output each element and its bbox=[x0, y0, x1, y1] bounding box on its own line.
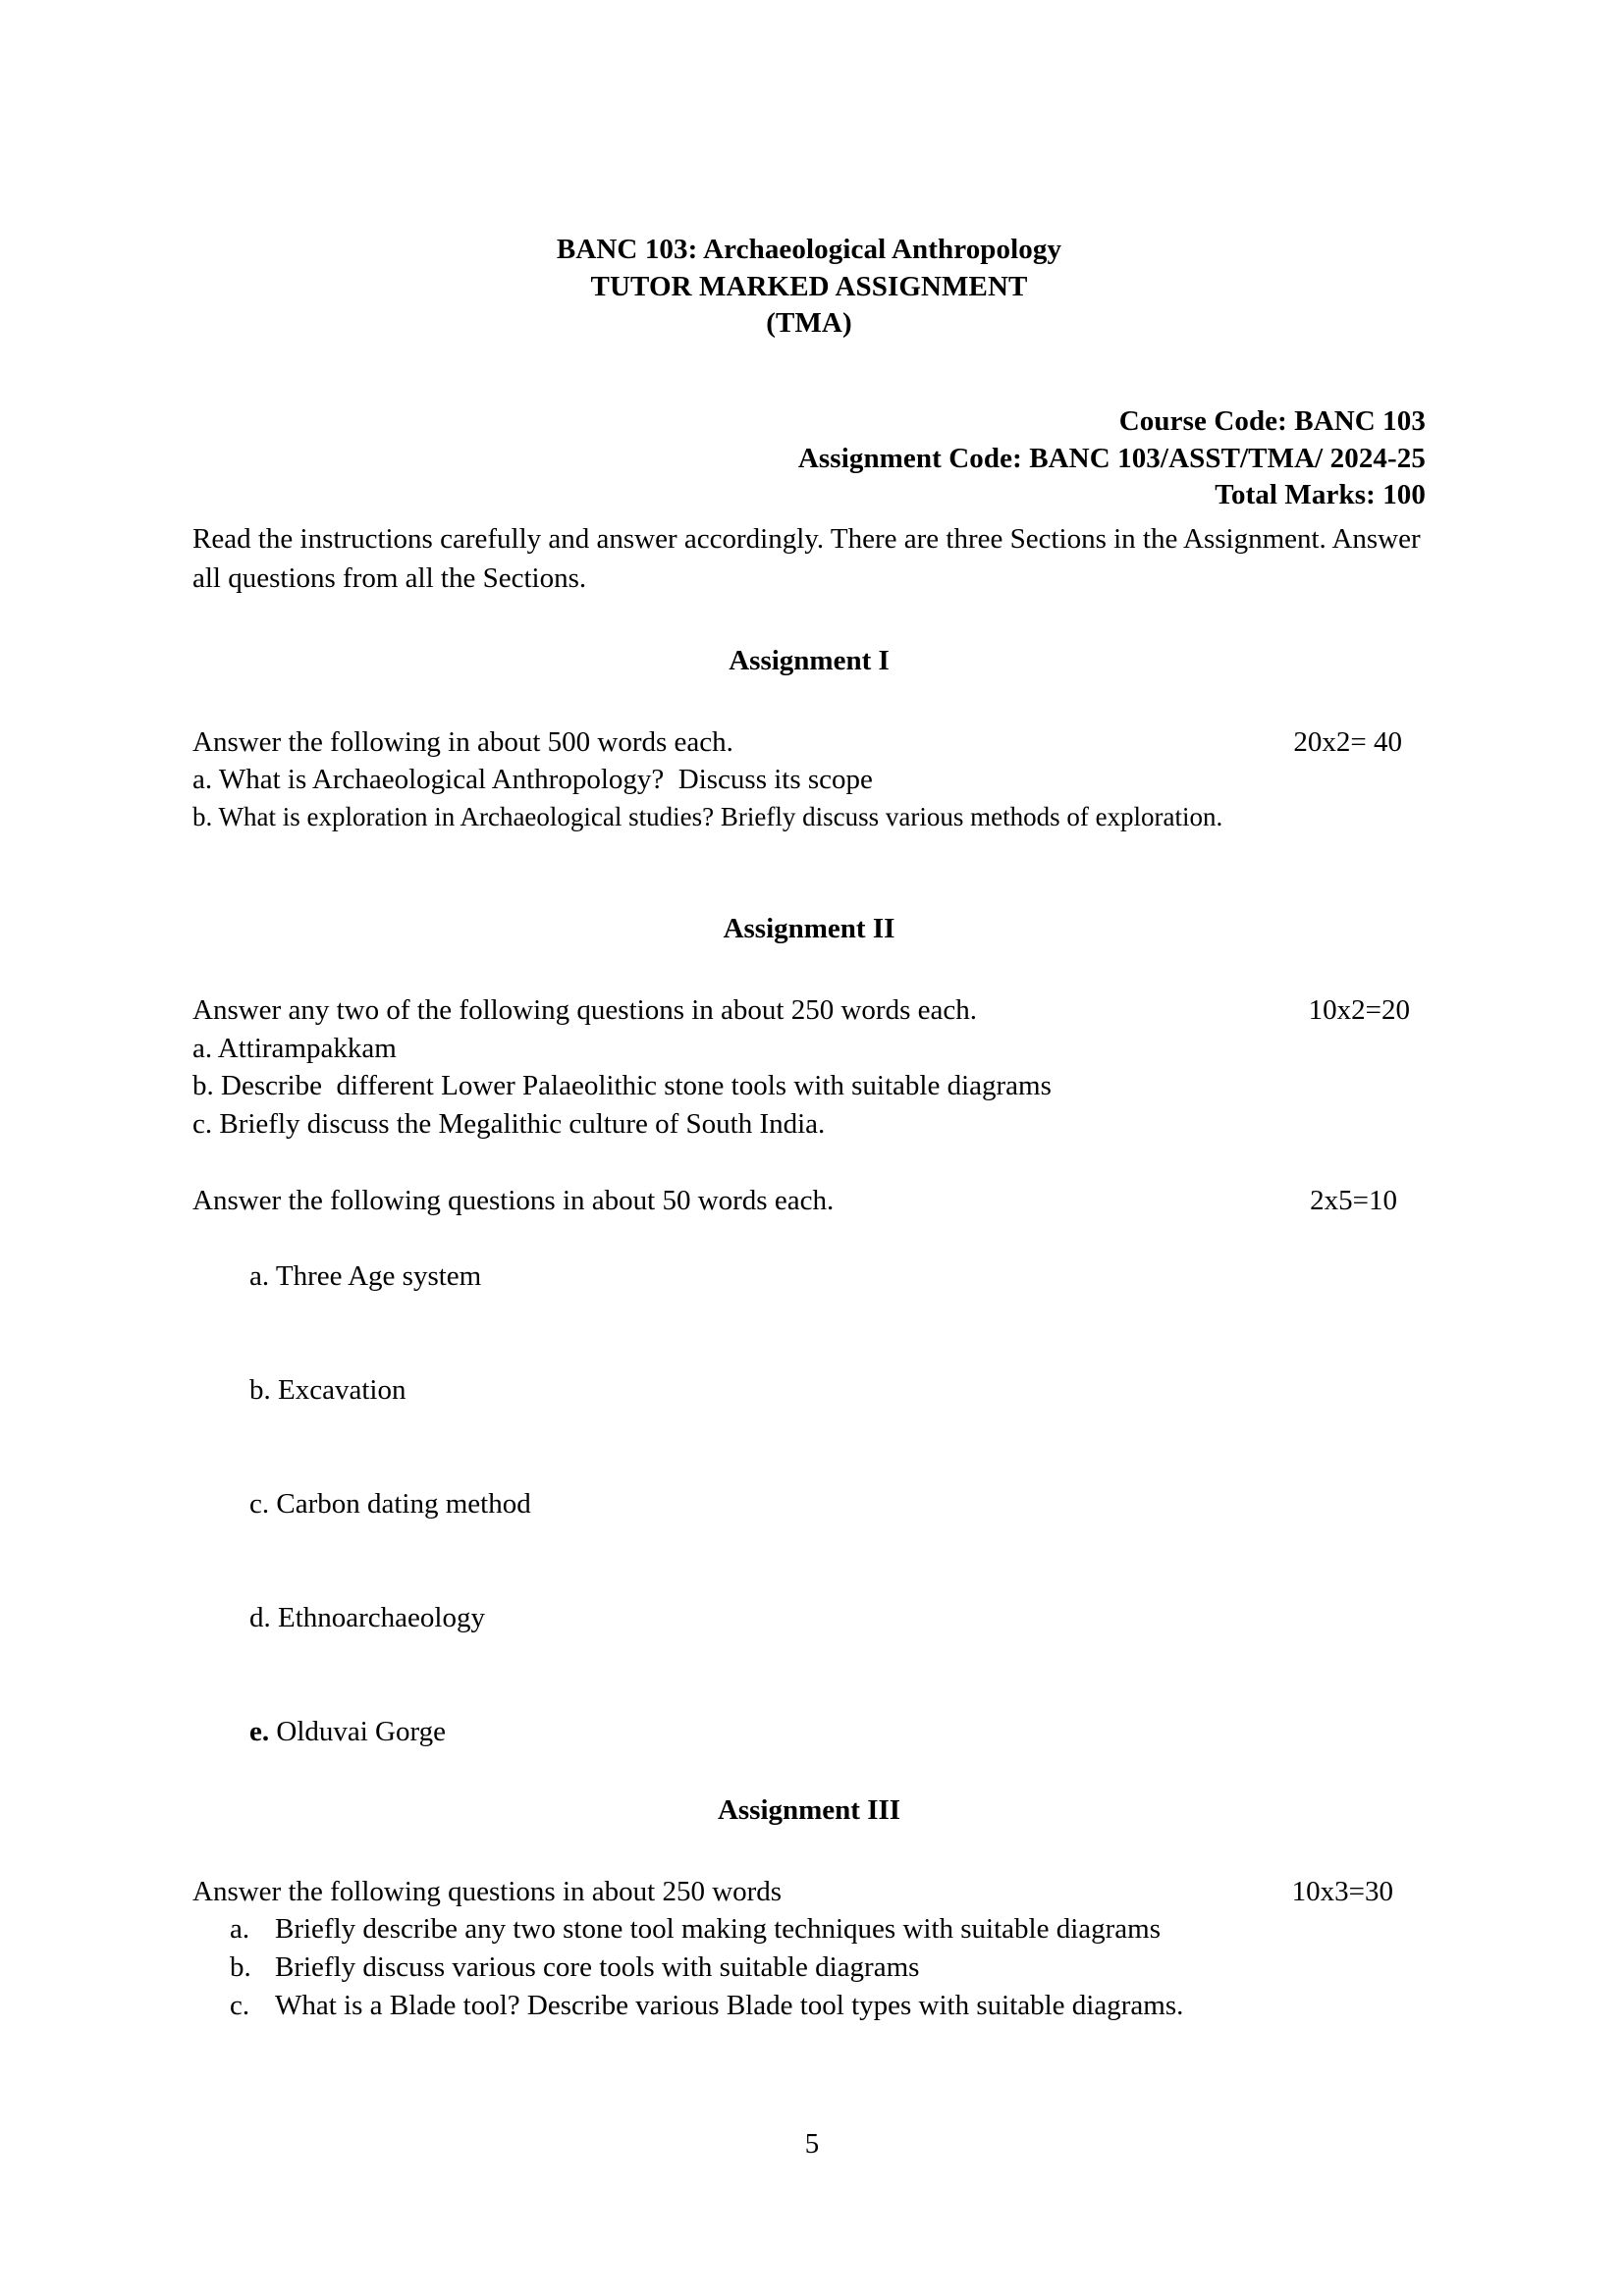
question-prompt: Answer the following questions in about 250 words bbox=[192, 1875, 783, 1907]
title-line-assignment-type: TUTOR MARKED ASSIGNMENT bbox=[590, 270, 1028, 302]
question-marks: 10x3=30 bbox=[1291, 1875, 1393, 1907]
instructions-paragraph: Read the instructions carefully and answer accordingly. There are three Sections in the Assignment. Answer all questions from all the Sections. bbox=[192, 523, 1421, 594]
page-number: 5 bbox=[804, 2128, 820, 2160]
question-item bbox=[192, 1219, 1426, 1333]
question-prompt: Answer the following questions in about 50 words each. bbox=[192, 1184, 835, 1216]
item-marker: a. bbox=[249, 1260, 270, 1293]
section-heading-assignment-iii: Assignment III bbox=[717, 1793, 901, 1826]
title-line-abbreviation: (TMA) bbox=[766, 307, 852, 340]
item-marker: c. bbox=[230, 1989, 250, 2021]
question-item bbox=[192, 1448, 1426, 1562]
assignment-code: Assignment Code: BANC 103/ASST/TMA/ 2024-25 bbox=[797, 442, 1426, 474]
question-item: a. What is Archaeological Anthropology? Discuss its scope bbox=[192, 764, 873, 796]
question-item: b. What is exploration in Archaeological studies? Briefly discuss various methods of exploration. bbox=[192, 802, 1223, 832]
course-code: Course Code: BANC 103 bbox=[1118, 405, 1426, 438]
list-item bbox=[192, 1910, 1426, 1949]
total-marks: Total Marks: 100 bbox=[1215, 479, 1426, 511]
list-item bbox=[192, 1987, 1426, 2025]
question-group-assignment-iii bbox=[192, 1873, 1426, 2025]
question-item: a. Attirampakkam bbox=[192, 1032, 397, 1064]
item-text: Ethnoarchaeology bbox=[270, 1602, 485, 1634]
question-item: c. Briefly discuss the Megalithic culture of South India. bbox=[192, 1107, 826, 1140]
question-prompt-row bbox=[192, 1182, 1426, 1220]
title-line-course: BANC 103: Archaeological Anthropology bbox=[556, 234, 1062, 265]
item-marker: b. bbox=[230, 1950, 251, 1983]
item-text: Briefly discuss various core tools with suitable diagrams bbox=[275, 1950, 920, 1983]
page-content bbox=[192, 0, 1426, 2024]
item-text: Excavation bbox=[270, 1374, 406, 1407]
question-item: b. Describe different Lower Palaeolithic stone tools with suitable diagrams bbox=[192, 1070, 1052, 1102]
question-prompt: Answer any two of the following questions in about 250 words each. bbox=[192, 993, 977, 1026]
assignment-iii-item-list bbox=[192, 1910, 1426, 2024]
question-marks: 10x2=20 bbox=[1308, 993, 1410, 1026]
course-metadata-block bbox=[192, 403, 1426, 514]
question-marks: 2x5=10 bbox=[1310, 1184, 1397, 1216]
item-marker: e. bbox=[249, 1716, 270, 1748]
question-prompt: Answer the following in about 500 words each. bbox=[192, 725, 733, 758]
item-marker: a. bbox=[230, 1913, 250, 1946]
item-text: Olduvai Gorge bbox=[269, 1716, 447, 1748]
section-heading-assignment-ii: Assignment II bbox=[723, 913, 895, 945]
item-text: Briefly describe any two stone tool making techniques with suitable diagrams bbox=[275, 1913, 1162, 1946]
question-marks: 20x2= 40 bbox=[1293, 725, 1402, 758]
question-item bbox=[192, 1676, 1426, 1789]
item-marker: b. bbox=[249, 1374, 271, 1407]
question-item bbox=[192, 1562, 1426, 1676]
item-text: Carbon dating method bbox=[269, 1488, 531, 1521]
question-item bbox=[192, 1333, 1426, 1447]
question-group-assignment-i bbox=[192, 723, 1426, 834]
question-prompt-row bbox=[192, 723, 1426, 762]
item-marker: c. bbox=[249, 1488, 270, 1521]
document-title-block bbox=[192, 0, 1426, 343]
item-text: What is a Blade tool? Describe various Blade tool types with suitable diagrams. bbox=[275, 1989, 1184, 2021]
item-marker: d. bbox=[249, 1602, 271, 1634]
question-prompt-row bbox=[192, 1873, 1426, 1911]
item-text: Three Age system bbox=[269, 1260, 482, 1293]
list-item bbox=[192, 1949, 1426, 1987]
question-group-assignment-ii-250words bbox=[192, 991, 1426, 1144]
section-heading-assignment-i: Assignment I bbox=[729, 645, 890, 676]
question-group-assignment-ii-50words bbox=[192, 1182, 1426, 1789]
question-prompt-row bbox=[192, 991, 1426, 1030]
